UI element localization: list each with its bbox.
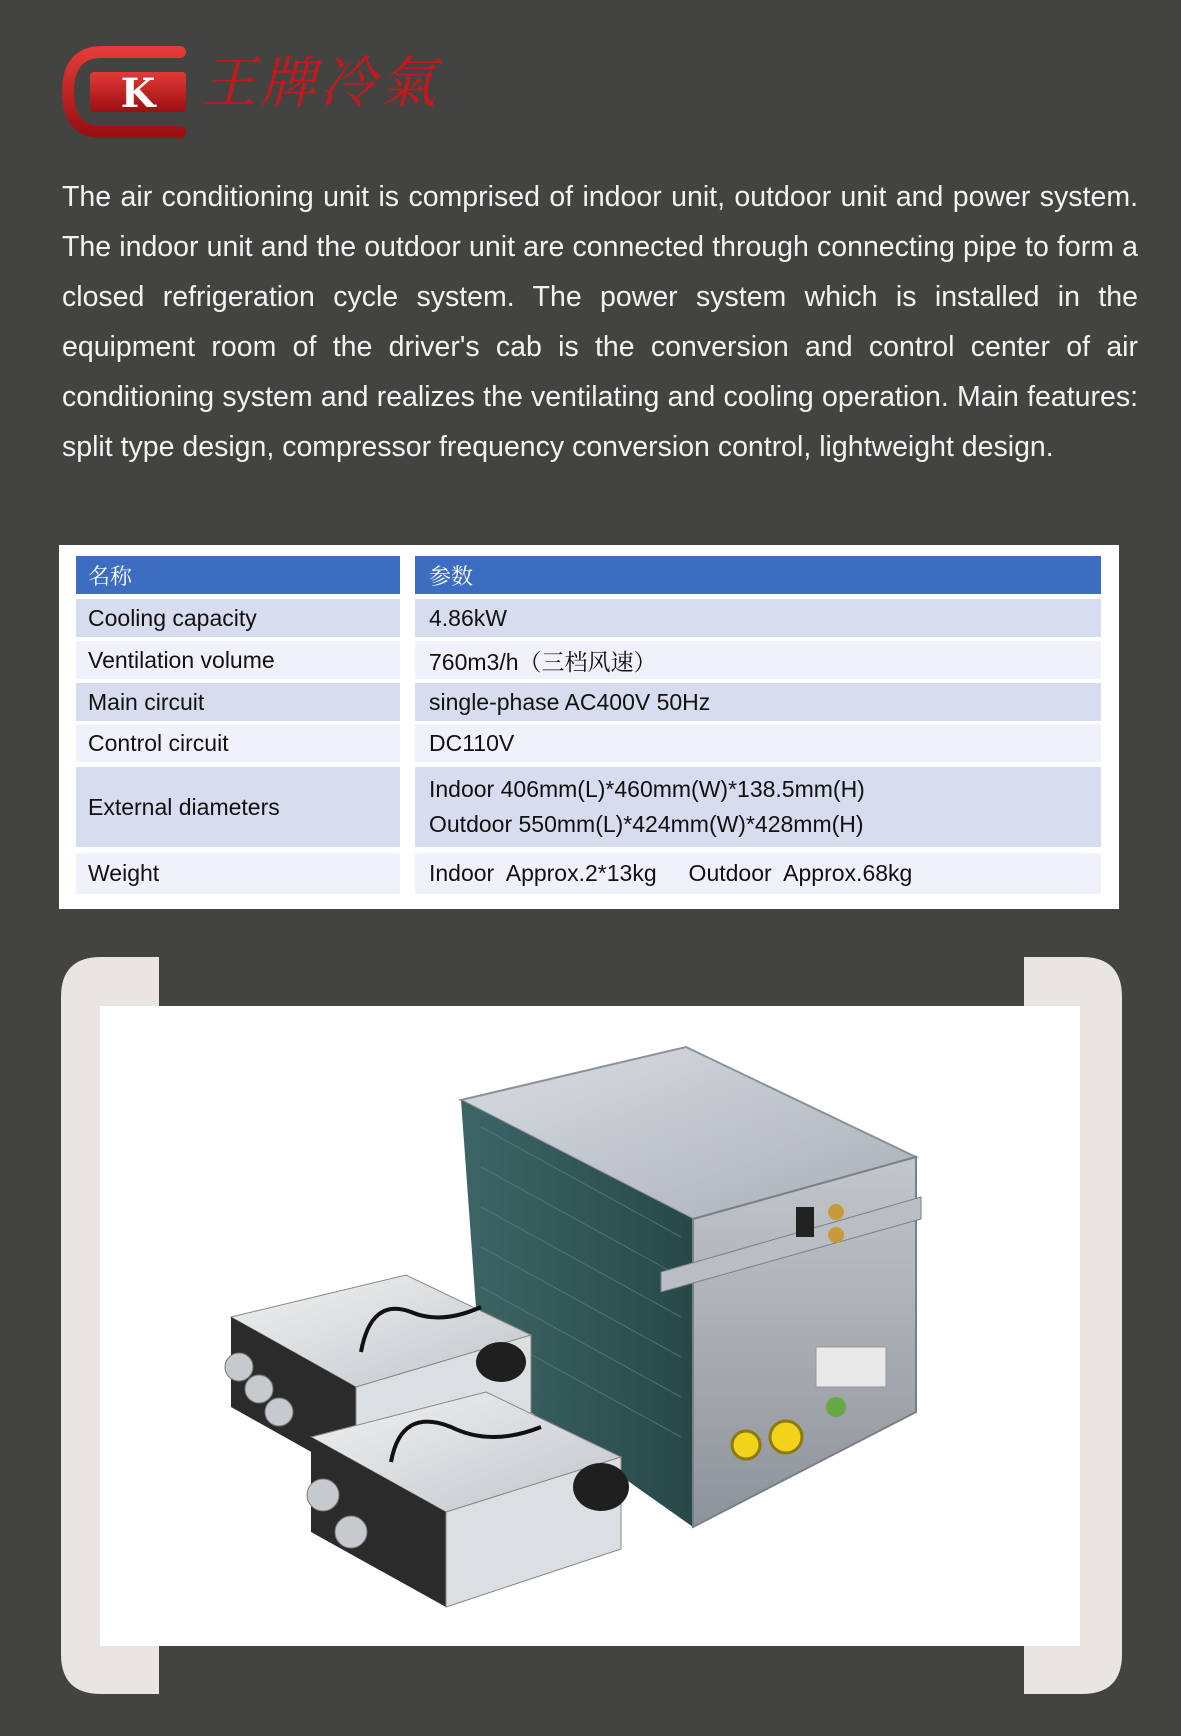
table-row [76, 683, 1101, 721]
brand-name: 王牌冷氣 [200, 51, 440, 116]
spec-value: single-phase AC400V 50Hz [415, 683, 1101, 721]
spec-name: Main circuit [76, 683, 400, 721]
header-value: 参数 [415, 556, 1101, 594]
table-row [76, 853, 1101, 894]
spec-value: 4.86kW [415, 599, 1101, 637]
brand-logo [62, 40, 442, 144]
spec-value [415, 767, 1101, 847]
spec-table-header [76, 556, 1101, 594]
table-row [76, 599, 1101, 637]
spec-name: Control circuit [76, 724, 400, 762]
svg-text:K: K [120, 70, 156, 117]
product-description: The air conditioning unit is comprised of indoor unit, outdoor unit and power system. The indoor unit and the outdoor unit are connected through connecting pipe to form a closed refrigeration cycle system. The power system which is installed in the equipment room of the driver's cab is the conversion and control center of air conditioning system and realizes the ventilating and cooling operation. Main features: split type design, compressor frequency conversion control, lightweight design. [62, 181, 1138, 463]
spec-value: 760m3/h（三档风速） [415, 641, 1101, 679]
brand-logo-icon [62, 40, 212, 144]
spec-value: Indoor Approx.2*13kg Outdoor Approx.68kg [415, 853, 1101, 894]
spec-name: Ventilation volume [76, 641, 400, 679]
spec-table-panel [59, 545, 1119, 909]
spec-name: Cooling capacity [76, 599, 400, 637]
table-row [76, 641, 1101, 679]
table-row [76, 724, 1101, 762]
spec-value: DC110V [415, 724, 1101, 762]
product-photo-frame [61, 957, 1122, 1694]
spec-name: External diameters [76, 767, 400, 847]
air-conditioner-units-photo [61, 957, 1122, 1694]
spec-value-line: Outdoor 550mm(L)*424mm(W)*428mm(H) [429, 811, 864, 837]
spec-value-line: Indoor 406mm(L)*460mm(W)*138.5mm(H) [429, 776, 865, 802]
header-name: 名称 [76, 556, 400, 594]
table-row [76, 767, 1101, 847]
spec-name: Weight [76, 853, 400, 894]
